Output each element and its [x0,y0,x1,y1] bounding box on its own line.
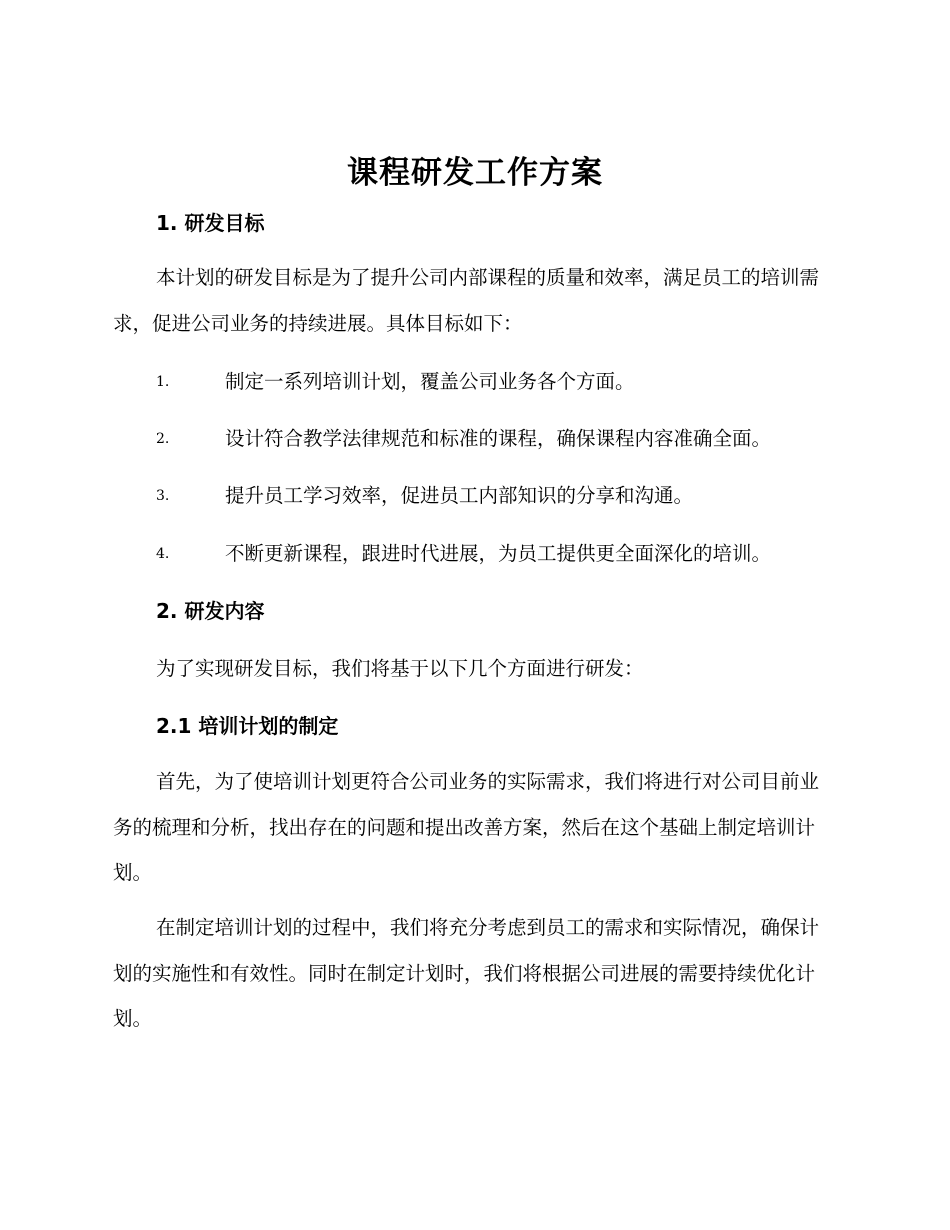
list-item-text: 设计符合教学法律规范和标准的课程，确保课程内容准确全面。 [225,427,772,450]
subsection-heading-training-plan: 2.1 培训计划的制定 [156,714,339,738]
list-item-text: 制定一系列培训计划，覆盖公司业务各个方面。 [225,370,635,393]
paragraph-goals-intro: 本计划的研发目标是为了提升公司内部课程的质量和效率，满足员工的培训需求，促进公司业务的持续进展。具体目标如下： [113,266,820,335]
paragraph-training-plan-1: 首先，为了使培训计划更符合公司业务的实际需求，我们将进行对公司目前业务的梳理和分析，找出存在的问题和提出改善方案，然后在这个基础上制定培训计划。 [113,770,820,884]
paragraph-training-plan-2: 在制定培训计划的过程中，我们将充分考虑到员工的需求和实际情况，确保计划的实施性和有效性。同时在制定计划时，我们将根据公司进展的需要持续优化计划。 [113,916,820,1030]
list-item-text: 不断更新课程，跟进时代进展，为员工提供更全面深化的培训。 [225,542,772,565]
list-item-number: 3. [156,488,170,504]
list-item-text: 提升员工学习效率，促进员工内部知识的分享和沟通。 [225,484,694,507]
list-item-number: 2. [156,431,170,447]
list-item-number: 1. [156,374,170,390]
section-heading-goals: 1. 研发目标 [156,211,265,235]
section-heading-content: 2. 研发内容 [156,599,265,623]
list-item-number: 4. [156,546,170,562]
document-title: 课程研发工作方案 [347,155,603,191]
paragraph-content-intro: 为了实现研发目标，我们将基于以下几个方面进行研发： [156,657,644,680]
